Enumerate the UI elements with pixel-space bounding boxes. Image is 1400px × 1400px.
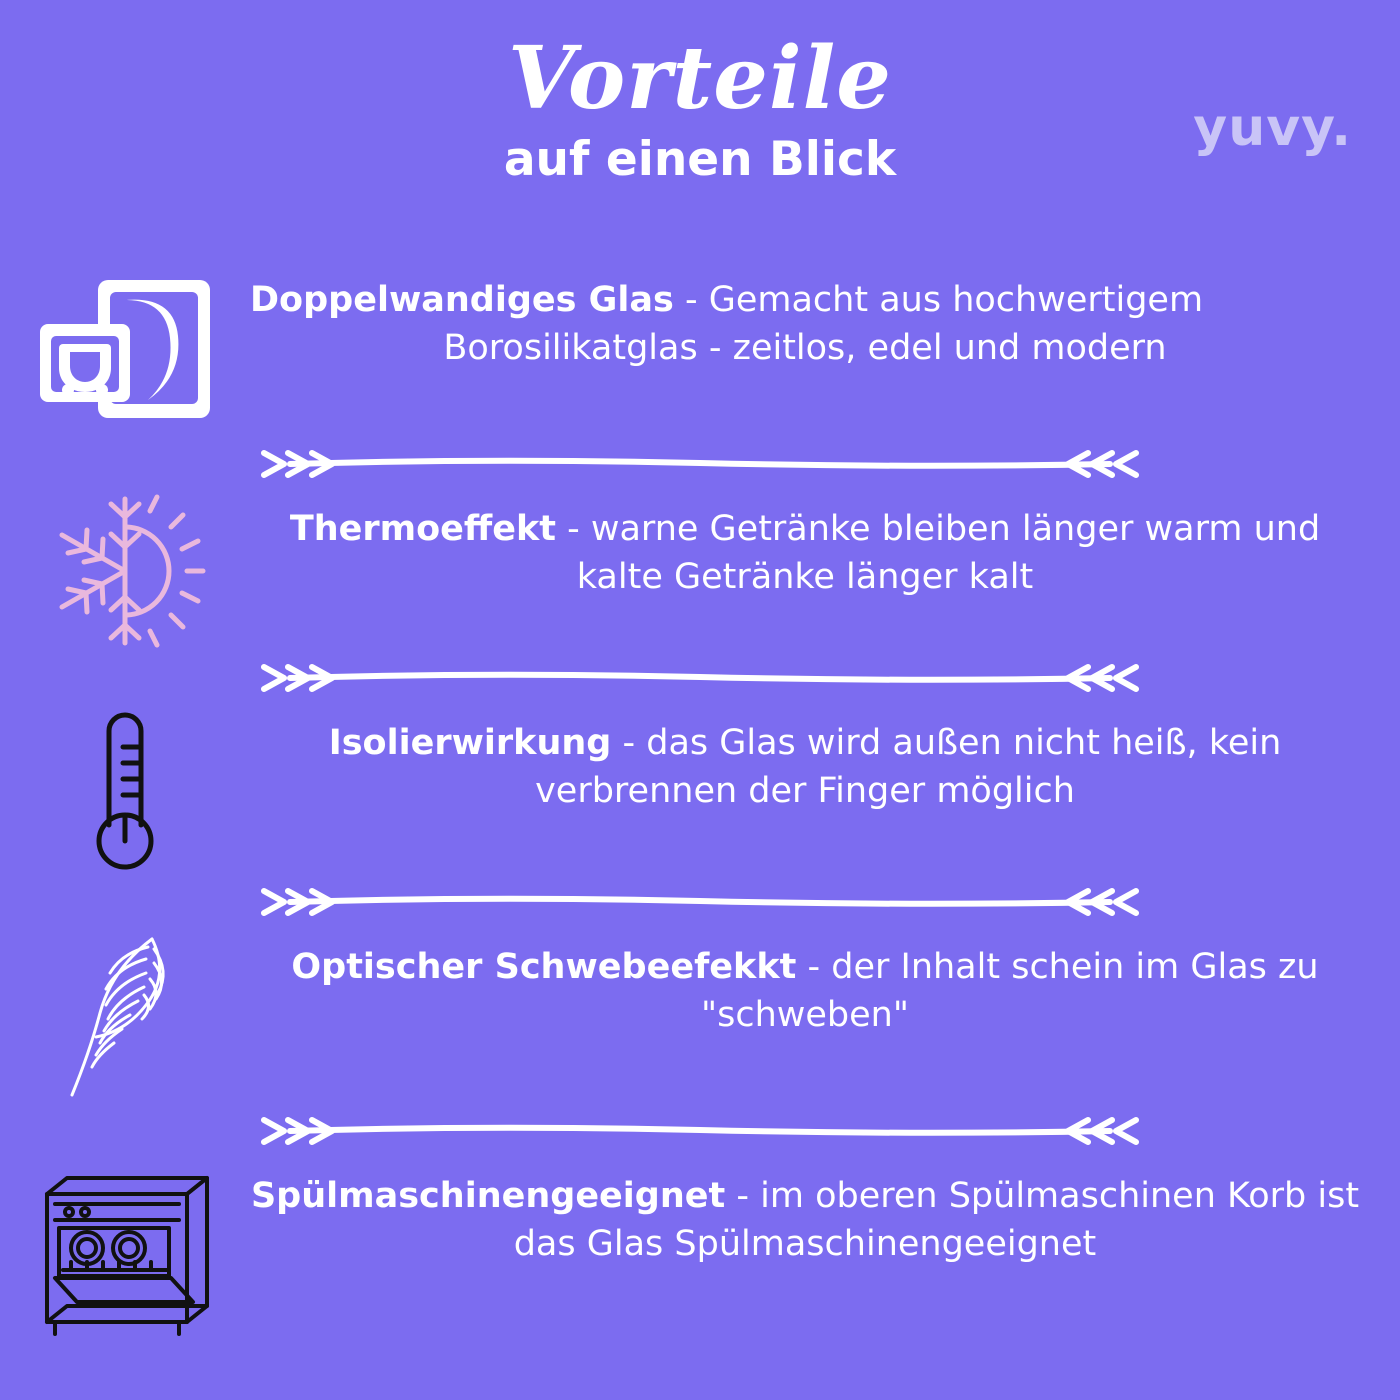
dishwasher-icon (0, 1158, 250, 1343)
brand-logo: yuvy. (1193, 98, 1352, 158)
feature-row-double-wall-glass (0, 262, 1400, 437)
thermometer-icon (0, 705, 250, 875)
feature-text (250, 719, 1360, 816)
feature-text-cell (250, 705, 1400, 816)
feature-rest: - warne Getränke bleiben länger warm (555, 509, 1243, 549)
feature-line3: Spülmaschinengeeignet (674, 1224, 1097, 1265)
page-header (0, 28, 1400, 187)
feature-text (250, 276, 1360, 373)
feature-rest: - (796, 947, 821, 987)
feature-lead: Doppelwandiges Glas (250, 280, 674, 320)
feature-text-cell (250, 929, 1400, 1040)
feature-lead: Optischer Schwebeefekkt (291, 947, 797, 987)
feature-row-thermoeffekt (0, 491, 1400, 651)
feature-line2: kein verbrennen der Finger möglich (535, 723, 1282, 812)
feature-rest: - Gemacht aus hochwertigem (673, 280, 1204, 320)
feature-row-schwebeeffekt (0, 929, 1400, 1104)
feature-lead: Thermoeffekt (289, 509, 556, 549)
feature-list (0, 262, 1400, 1343)
feature-rest: - (725, 1176, 749, 1216)
feather-icon (0, 929, 250, 1104)
feature-text-cell (250, 491, 1400, 602)
feature-line2: Borosilikatglas - zeitlos, edel und modern (443, 328, 1167, 369)
feature-row-spuelmaschinengeeignet (0, 1158, 1400, 1343)
feature-text (250, 505, 1360, 602)
feature-lead: Spülmaschinengeeignet (250, 1176, 726, 1216)
divider-3 (0, 875, 1400, 929)
feature-text (250, 943, 1360, 1040)
snowflake-sun-icon (0, 491, 250, 651)
feature-line2: im oberen Spülmaschinen Korb ist das Glas (513, 1176, 1360, 1265)
feature-text (250, 1172, 1360, 1269)
feature-row-isolierwirkung (0, 705, 1400, 875)
feature-rest: - das Glas wird außen nicht heiß, (611, 723, 1198, 763)
page-title: Vorteile (508, 28, 892, 129)
divider-2 (0, 651, 1400, 705)
feature-line2: der Inhalt schein im Glas zu "schweben" (701, 947, 1319, 1036)
divider-4 (0, 1104, 1400, 1158)
feature-text-cell (250, 1158, 1400, 1269)
divider-1 (0, 437, 1400, 491)
feature-text-cell (250, 262, 1400, 373)
feature-line2: und kalte Getränke länger kalt (576, 509, 1321, 598)
feature-lead: Isolierwirkung (328, 723, 612, 763)
page-subtitle: auf einen Blick (503, 132, 897, 187)
double-wall-glass-icon (0, 262, 250, 437)
